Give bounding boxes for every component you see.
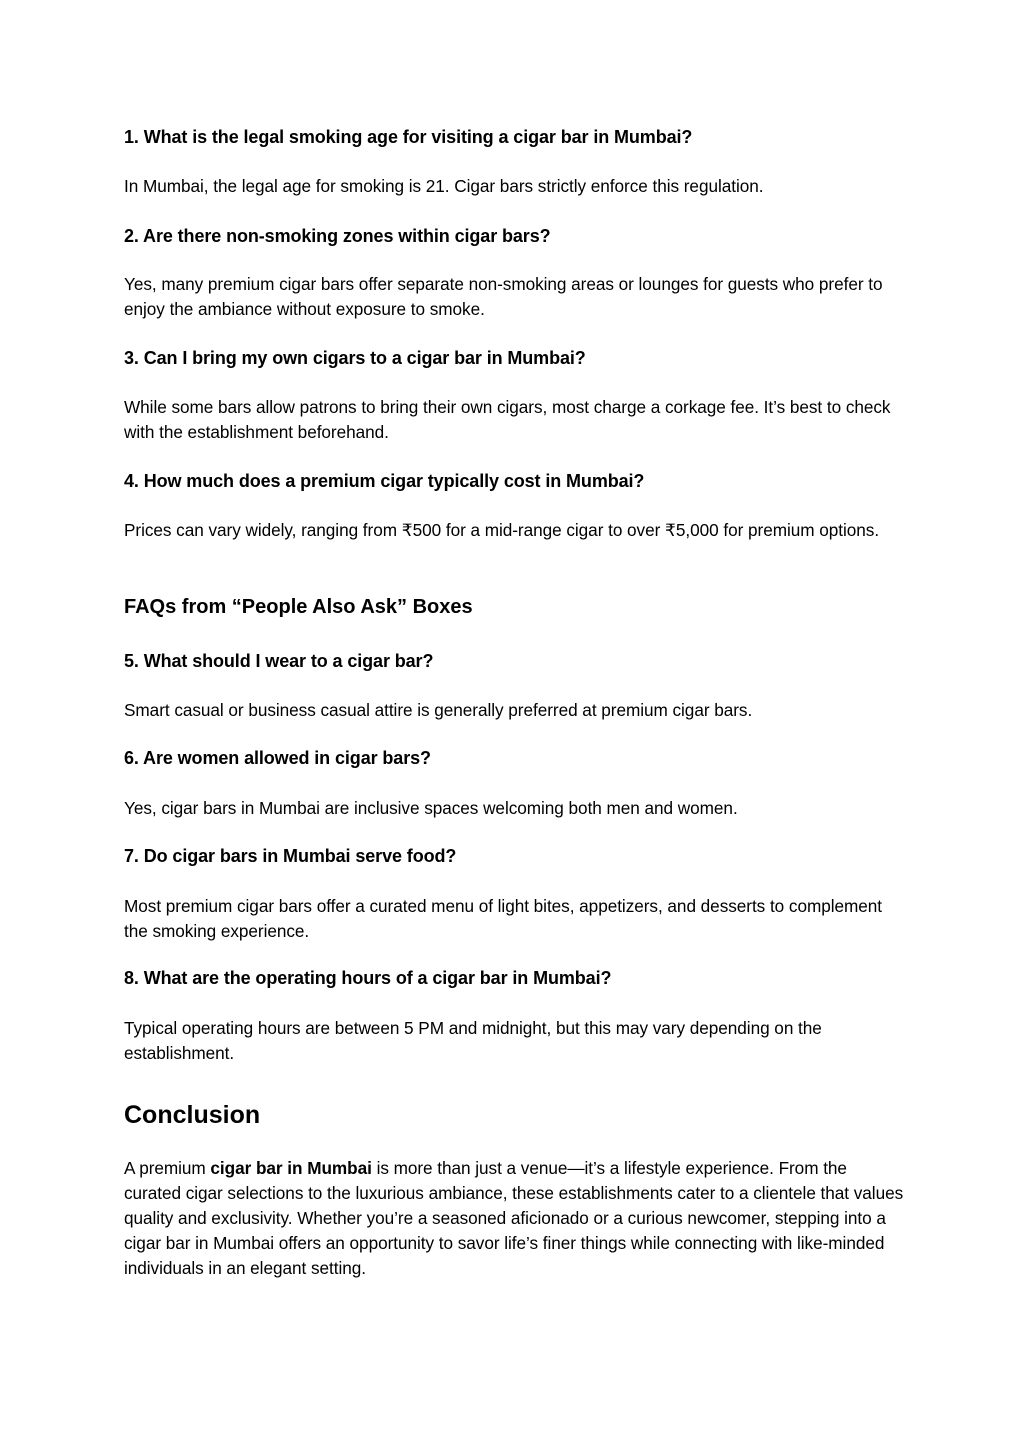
faq-question-4: 4. How much does a premium cigar typically cost in Mumbai?: [124, 471, 645, 491]
conclusion-heading: Conclusion: [124, 1101, 261, 1129]
faq-question-5: 5. What should I wear to a cigar bar?: [124, 651, 434, 671]
faq-question-1: 1. What is the legal smoking age for visiting a cigar bar in Mumbai?: [124, 127, 693, 147]
faq-answer-6: Yes, cigar bars in Mumbai are inclusive spaces welcoming both men and women.: [124, 798, 738, 818]
faq-question-7: 7. Do cigar bars in Mumbai serve food?: [124, 846, 457, 866]
faq-answer-3: While some bars allow patrons to bring their own cigars, most charge a corkage fee. It’s best to check with the establishment beforehand.: [124, 397, 891, 442]
paa-section-heading: FAQs from “People Also Ask” Boxes: [124, 596, 473, 618]
faq-question-3: 3. Can I bring my own cigars to a cigar bar in Mumbai?: [124, 348, 586, 368]
conclusion-paragraph: [124, 1156, 908, 1281]
conclusion-body: is more than just a venue—it’s a lifestyle experience. From the curated cigar selections to the luxurious ambiance, these establishments cater to a clientele that values quality and exclusivity. Whether you’re a seasoned aficionado or a curious newcomer, stepping into a cigar bar in Mumbai offers an opportunity to savor life’s finer things while connecting with like-minded individuals in an elegant setting.: [124, 1158, 904, 1278]
faq-answer-2: Yes, many premium cigar bars offer separate non-smoking areas or lounges for guests who prefer to enjoy the ambiance without exposure to smoke.: [124, 274, 883, 319]
faq-question-6: 6. Are women allowed in cigar bars?: [124, 748, 431, 768]
conclusion-keyword: cigar bar in Mumbai: [210, 1158, 372, 1178]
faq-question-8: 8. What are the operating hours of a cigar bar in Mumbai?: [124, 968, 612, 988]
faq-question-2: 2. Are there non-smoking zones within cigar bars?: [124, 226, 551, 246]
faq-answer-1: In Mumbai, the legal age for smoking is 21. Cigar bars strictly enforce this regulation.: [124, 176, 764, 196]
faq-answer-8: Typical operating hours are between 5 PM and midnight, but this may vary depending on the establishment.: [124, 1018, 822, 1063]
faq-answer-5: Smart casual or business casual attire is generally preferred at premium cigar bars.: [124, 700, 753, 720]
faq-answer-7: Most premium cigar bars offer a curated menu of light bites, appetizers, and desserts to complement the smoking experience.: [124, 896, 883, 941]
conclusion-lead: A premium: [124, 1158, 211, 1178]
faq-answer-4: Prices can vary widely, ranging from ₹500 for a mid-range cigar to over ₹5,000 for premium options.: [124, 520, 880, 540]
